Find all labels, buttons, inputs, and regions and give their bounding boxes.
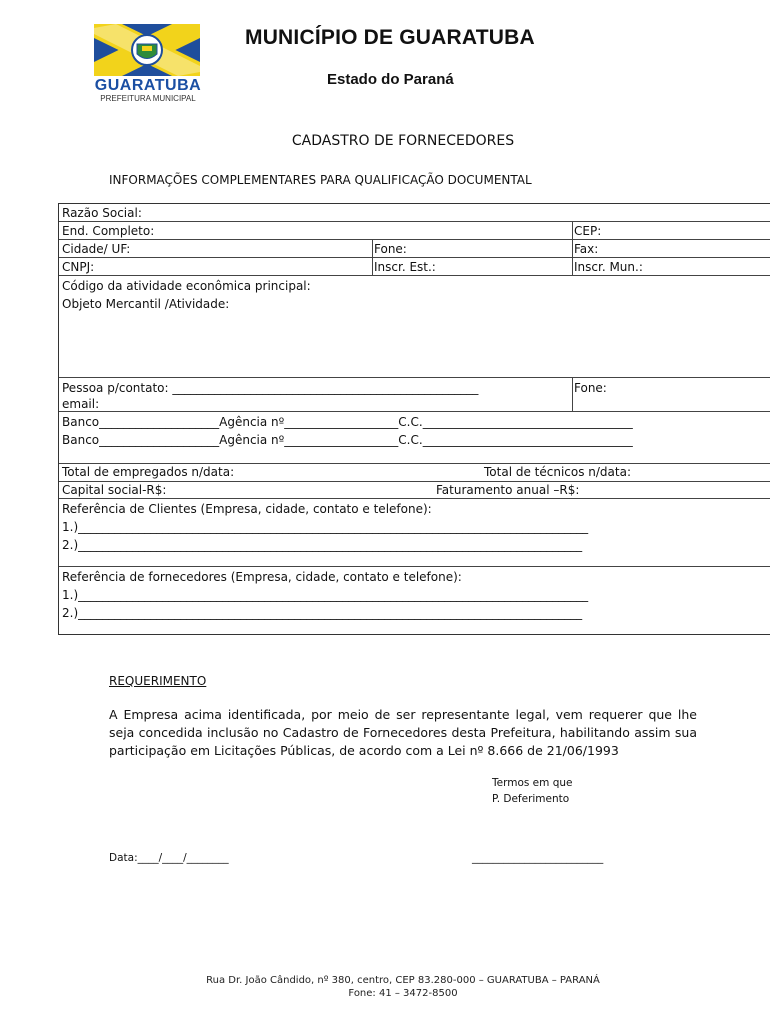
pessoa-contato-field[interactable]: Pessoa p/contato: ___________________________________________________ <box>62 381 479 395</box>
footer-address: Rua Dr. João Cândido, nº 380, centro, CEP 83.280-000 – GUARATUBA – PARANÁ <box>206 975 600 986</box>
ref-clientes-line-2[interactable]: 2.)____________________________________________________________________________________ <box>62 538 583 552</box>
requerimento-title: REQUERIMENTO <box>109 674 207 688</box>
ref-fornecedores-line-1[interactable]: 1.)_____________________________________________________________________________________ <box>62 588 589 602</box>
ref-fornecedores-line-2[interactable]: 2.)____________________________________________________________________________________ <box>62 606 583 620</box>
date-field[interactable]: Data:____/____/________ <box>109 852 229 864</box>
row-divider <box>59 566 770 567</box>
col-divider <box>572 377 573 411</box>
cep-field[interactable]: CEP: <box>574 224 602 238</box>
footer-phone: Fone: 41 – 3472-8500 <box>348 988 458 999</box>
deferimento-text: P. Deferimento <box>492 793 570 805</box>
form-title: CADASTRO DE FORNECEDORES <box>291 133 515 149</box>
fone-field[interactable]: Fone: <box>374 242 407 256</box>
banco-line-2[interactable]: Banco____________________Agência nº___________________C.C.___________________________________ <box>62 433 633 447</box>
page-title: MUNICÍPIO DE GUARATUBA <box>245 26 535 49</box>
faturamento-field[interactable]: Faturamento anual –R$: <box>436 483 580 497</box>
razao-social-field[interactable]: Razão Social: <box>62 206 142 220</box>
form-subtitle: INFORMAÇÕES COMPLEMENTARES PARA QUALIFICAÇÃO DOCUMENTAL <box>109 173 532 187</box>
municipality-logo <box>90 22 204 106</box>
row-divider <box>59 377 770 378</box>
page-subtitle: Estado do Paraná <box>327 71 454 88</box>
endereco-field[interactable]: End. Completo: <box>62 224 155 238</box>
logo-subtext: PREFEITURA MUNICIPAL <box>100 94 196 103</box>
row-divider <box>59 257 770 258</box>
fone-contato-field[interactable]: Fone: <box>574 381 607 395</box>
row-divider <box>59 221 770 222</box>
ref-clientes-label: Referência de Clientes (Empresa, cidade, contato e telefone): <box>62 502 432 516</box>
codigo-atividade-field[interactable]: Código da atividade econômica principal: <box>62 279 311 293</box>
inscr-est-field[interactable]: Inscr. Est.: <box>374 260 436 274</box>
row-divider <box>59 411 770 412</box>
row-divider <box>59 239 770 240</box>
total-empregados-field[interactable]: Total de empregados n/data: <box>62 465 235 479</box>
total-tecnicos-field[interactable]: Total de técnicos n/data: <box>484 465 632 479</box>
email-field[interactable]: email: <box>62 397 100 411</box>
cnpj-field[interactable]: CNPJ: <box>62 260 95 274</box>
inscr-mun-field[interactable]: Inscr. Mun.: <box>574 260 643 274</box>
col-divider <box>372 239 373 275</box>
banco-line-1[interactable]: Banco____________________Agência nº___________________C.C.___________________________________ <box>62 415 633 429</box>
signature-line[interactable]: _________________________ <box>472 852 604 864</box>
fax-field[interactable]: Fax: <box>574 242 599 256</box>
logo-text: GUARATUBA <box>94 77 202 94</box>
objeto-mercantil-field[interactable]: Objeto Mercantil /Atividade: <box>62 297 230 311</box>
ref-fornecedores-label: Referência de fornecedores (Empresa, cidade, contato e telefone): <box>62 570 462 584</box>
row-divider <box>59 275 770 276</box>
row-divider <box>59 498 770 499</box>
supplier-form <box>58 203 770 635</box>
ref-clientes-line-1[interactable]: 1.)_____________________________________________________________________________________ <box>62 520 589 534</box>
requerimento-body: A Empresa acima identificada, por meio de ser representante legal, vem requerer que lhe seja concedida inclusão no Cadastro de Fornecedores desta Prefeitura, habilitando assim sua participação em Licitações Públicas, de acordo com a Lei nº 8.666 de 21/06/1993 <box>109 707 697 758</box>
col-divider <box>572 221 573 275</box>
termos-text: Termos em que <box>492 777 573 789</box>
cidade-uf-field[interactable]: Cidade/ UF: <box>62 242 131 256</box>
capital-social-field[interactable]: Capital social-R$: <box>62 483 167 497</box>
